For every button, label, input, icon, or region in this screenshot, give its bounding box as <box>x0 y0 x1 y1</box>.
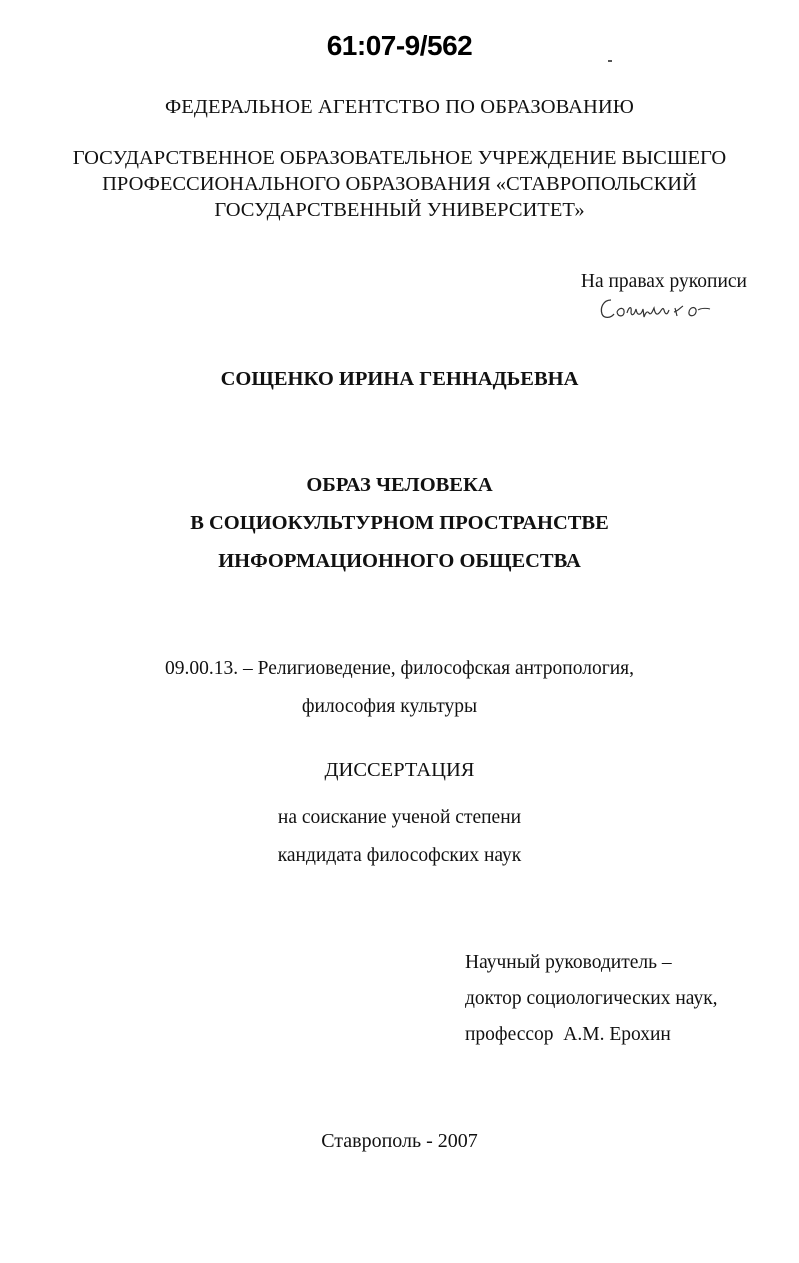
degree-line-1: на соискание ученой степени <box>277 807 522 828</box>
degree-line-2: кандидата философских наук <box>277 845 522 866</box>
institution-name <box>0 145 799 223</box>
specialty-line-1: 09.00.13. – Религиоведение, философская антропология, <box>164 658 634 679</box>
city-year: Ставрополь - 2007 <box>321 1130 478 1152</box>
institution-line: ГОСУДАРСТВЕННЫЙ УНИВЕРСИТЕТ» <box>214 199 585 221</box>
supervisor-line-2: доктор социологических наук, <box>465 988 718 1009</box>
degree-statement <box>0 799 799 875</box>
institution-line: ГОСУДАРСТВЕННОЕ ОБРАЗОВАТЕЛЬНОЕ УЧРЕЖДЕНИЕ ВЫСШЕГО <box>72 147 727 169</box>
specialty-code <box>0 650 799 726</box>
specialty-line-2: философия культуры <box>301 696 478 717</box>
signature-icon <box>597 294 717 324</box>
handwritten-signature <box>597 294 717 324</box>
scan-speck <box>608 60 612 62</box>
supervisor-line-1: Научный руководитель – <box>465 952 672 973</box>
manuscript-rights: На правах рукописи <box>580 271 747 292</box>
dissertation-title <box>0 466 799 580</box>
author-name: СОЩЕНКО ИРИНА ГЕННАДЬЕВНА <box>220 368 579 390</box>
supervisor-line-3: профессор А.М. Ерохин <box>465 1024 671 1045</box>
institution-line: ПРОФЕССИОНАЛЬНОГО ОБРАЗОВАНИЯ «СТАВРОПОЛЬСКИЙ <box>102 173 697 195</box>
title-line: ИНФОРМАЦИОННОГО ОБЩЕСТВА <box>218 550 581 572</box>
agency-name: ФЕДЕРАЛЬНОЕ АГЕНТСТВО ПО ОБРАЗОВАНИЮ <box>165 96 634 118</box>
supervisor-block <box>465 945 718 1053</box>
title-line: В СОЦИОКУЛЬТУРНОМ ПРОСТРАНСТВЕ <box>190 512 609 534</box>
catalog-number: 61:07-9/562 <box>326 30 473 61</box>
document-type: ДИССЕРТАЦИЯ <box>324 759 475 781</box>
title-line: ОБРАЗ ЧЕЛОВЕКА <box>306 474 493 496</box>
